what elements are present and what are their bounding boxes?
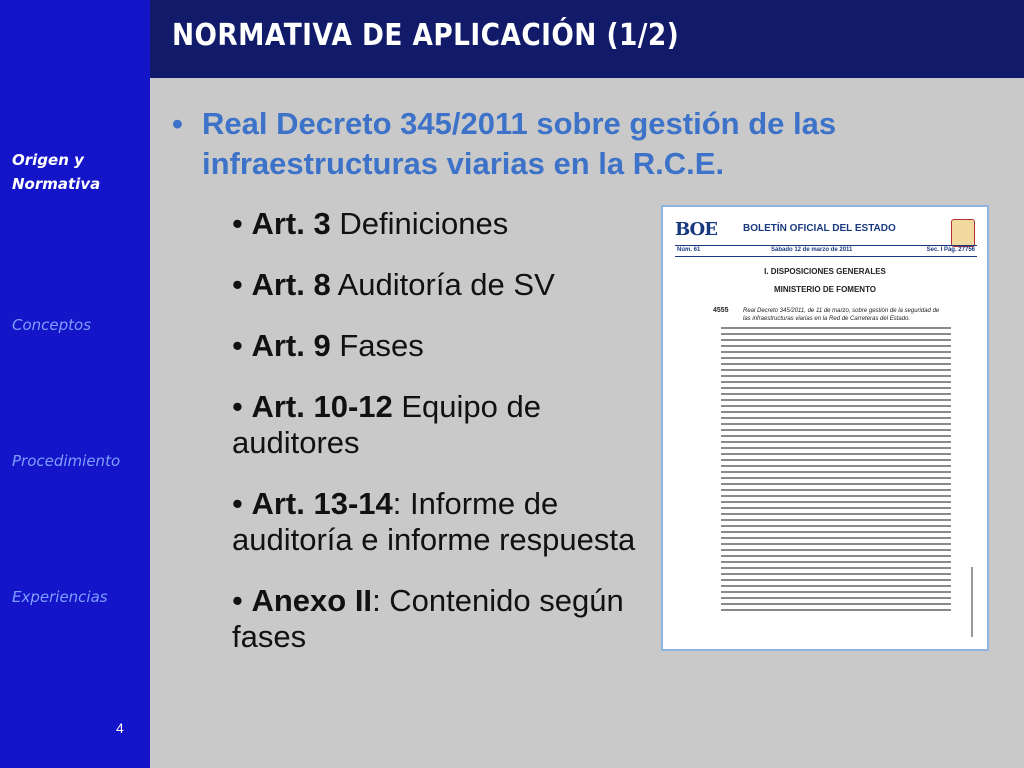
header-bar xyxy=(150,0,1024,78)
coat-of-arms-icon xyxy=(951,219,975,247)
nav-item-label-line2: Normativa xyxy=(12,175,101,193)
sub-bullet: • Art. 3 Definiciones xyxy=(232,206,509,241)
sidebar xyxy=(0,0,150,768)
sub-bullet-text: Definiciones xyxy=(330,206,509,241)
sub-bullet: • Art. 8 Auditoría de SV xyxy=(232,267,555,302)
doc-decree-title: Real Decreto 345/2011, de 11 de marzo, sobre gestión de la seguridad de las infraestructuras viarias en la Red de Carreteras del Estado. xyxy=(743,308,940,322)
page-number: 4 xyxy=(116,720,124,736)
doc-section-heading: I. DISPOSICIONES GENERALES xyxy=(764,267,886,276)
doc-ministry-heading: MINISTERIO DE FOMENTO xyxy=(773,285,877,294)
boe-document-image xyxy=(661,205,989,651)
sub-bullet: • Art. 9 Fases xyxy=(232,328,424,363)
doc-number: 4555 xyxy=(713,307,729,314)
boe-title: BOLETÍN OFICIAL DEL ESTADO xyxy=(743,223,896,234)
sub-bullet-text: Equipo de auditores xyxy=(232,389,541,460)
sub-bullet-bold: Art. 10-12 xyxy=(251,389,393,424)
boe-meta-section: Sec. I Pág. 27756 xyxy=(926,247,975,253)
nav-item-procedimiento[interactable]: Procedimiento xyxy=(12,452,121,470)
nav-item-label-line1: Origen y xyxy=(12,151,84,169)
sub-bullet-bold: Art. 3 xyxy=(251,206,331,241)
sub-bullet: • Anexo II: Contenido según fases xyxy=(232,583,624,654)
sub-bullet-bold: Art. 13-14 xyxy=(251,486,393,521)
sub-bullet-bold: Art. 9 xyxy=(251,328,331,363)
doc-body-text xyxy=(721,327,951,615)
sub-bullet-list xyxy=(232,206,672,680)
nav-item-experiencias[interactable]: Experiencias xyxy=(12,588,108,606)
sub-bullet: • Art. 10-12 Equipo de auditores xyxy=(232,389,541,460)
page-title: NORMATIVA DE APLICACIÓN (1/2) xyxy=(172,18,680,53)
boe-meta-bar xyxy=(675,245,977,257)
bullet-dot: • xyxy=(172,106,183,141)
main-bullet-text: Real Decreto 345/2011 sobre gestión de las infraestructuras viarias en la R.C.E. xyxy=(202,106,837,181)
boe-logo: BOE xyxy=(675,219,717,240)
sub-bullet: • Art. 13-14: Informe de auditoría e informe respuesta xyxy=(232,486,636,557)
main-bullet xyxy=(172,104,992,184)
sub-bullet-text: Fases xyxy=(330,328,424,363)
boe-header xyxy=(675,219,977,243)
boe-meta-date: Sábado 12 de marzo de 2011 xyxy=(771,247,853,253)
nav-item-conceptos[interactable]: Conceptos xyxy=(12,316,92,334)
sub-bullet-text: : Informe de auditoría e informe respuesta xyxy=(232,486,636,557)
nav-item-origen-normativa[interactable] xyxy=(12,148,100,196)
sub-bullet-text: Auditoría de SV xyxy=(330,267,555,302)
sub-bullet-bold: Art. 8 xyxy=(251,267,331,302)
sub-bullet-text: : Contenido según fases xyxy=(232,583,624,654)
sub-bullet-bold: Anexo II xyxy=(251,583,373,618)
boe-meta-number: Núm. 61 xyxy=(677,247,701,253)
doc-side-reference xyxy=(971,567,973,637)
